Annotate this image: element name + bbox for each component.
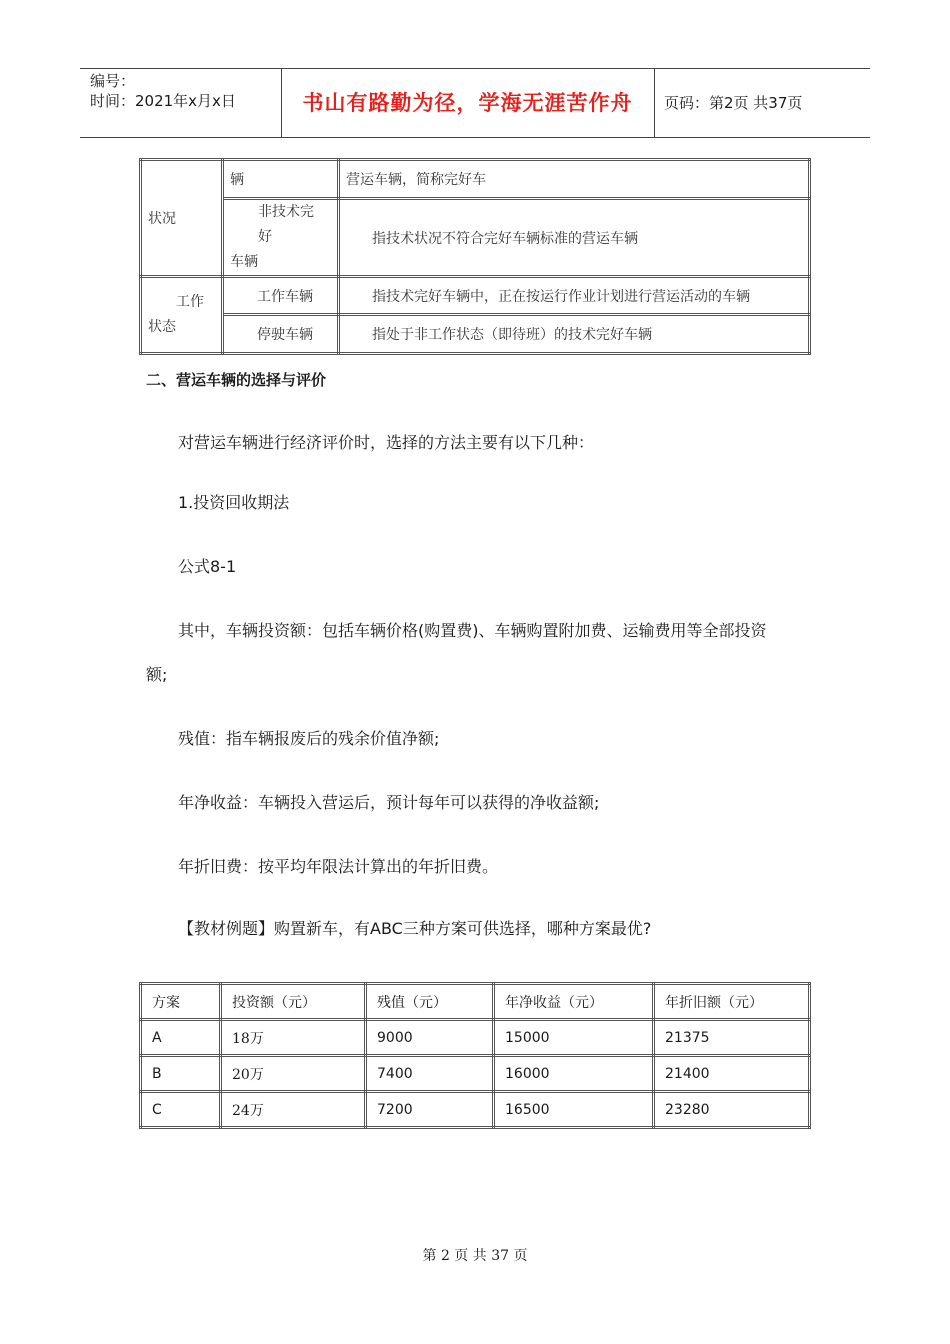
header-page-code: 页码：第2页 共37页 xyxy=(664,94,803,112)
vehicle-status-table xyxy=(139,158,811,355)
plan-comparison-table xyxy=(139,982,811,1129)
group-label-line: 状态 xyxy=(148,319,176,335)
example-paragraph: 【教材例题】购置新车，有ABC三种方案可供选择，哪种方案最优? xyxy=(178,919,652,938)
table-row xyxy=(141,1092,810,1128)
formula-label: 公式8-1 xyxy=(178,557,237,576)
group-label-line: 工作 xyxy=(176,294,204,310)
header-motto: 书山有路勤为径，学海无涯苦作舟 xyxy=(302,91,633,115)
column-header: 年折旧额（元） xyxy=(654,984,810,1020)
table-row xyxy=(141,160,810,199)
table-row xyxy=(141,277,810,315)
row-desc: 指技术完好车辆中，正在按运行作业计划进行营运活动的车辆 xyxy=(339,277,810,315)
row-type: 工作车辆 xyxy=(223,277,339,315)
table-cell: 7200 xyxy=(366,1092,494,1128)
page-header xyxy=(80,68,870,138)
definition-depreciation: 年折旧费：按平均年限法计算出的年折旧费。 xyxy=(178,857,499,876)
column-header: 方案 xyxy=(141,984,221,1020)
definition-income: 年净收益：车辆投入营运后，预计每年可以获得的净收益额; xyxy=(178,793,600,812)
time-label: 时间：2021年x月x日 xyxy=(90,92,236,110)
page-footer: 第 2 页 共 37 页 xyxy=(422,1248,528,1264)
group-label-work-state xyxy=(141,277,223,354)
table-cell: 7400 xyxy=(366,1056,494,1092)
column-header: 年净收益（元） xyxy=(494,984,654,1020)
table-row xyxy=(141,199,810,277)
row-type: 辆 xyxy=(223,160,339,199)
row-type xyxy=(223,199,339,277)
column-header: 残值（元） xyxy=(366,984,494,1020)
table-row xyxy=(141,315,810,354)
definition-invest-cont: 额; xyxy=(146,665,168,684)
table-header-row xyxy=(141,984,810,1020)
header-meta xyxy=(90,71,280,111)
intro-paragraph: 对营运车辆进行经济评价时，选择的方法主要有以下几种： xyxy=(178,433,595,452)
row-desc: 营运车辆，简称完好车 xyxy=(339,160,810,199)
row-desc: 指技术状况不符合完好车辆标准的营运车辆 xyxy=(339,199,810,277)
section-heading: 二、营运车辆的选择与评价 xyxy=(146,371,327,389)
table-cell: 16000 xyxy=(494,1056,654,1092)
definition-residual: 残值：指车辆报废后的残余价值净额; xyxy=(178,729,440,748)
column-header: 投资额（元） xyxy=(221,984,366,1020)
row-type-line: 非技术完好 xyxy=(258,204,314,245)
table-cell: 18万 xyxy=(221,1020,366,1056)
number-label: 编号： xyxy=(90,72,136,90)
table-cell: 16500 xyxy=(494,1092,654,1128)
group-label-status: 状况 xyxy=(141,160,223,277)
table-cell: 15000 xyxy=(494,1020,654,1056)
table-cell: 21400 xyxy=(654,1056,810,1092)
table-cell: C xyxy=(141,1092,221,1128)
definition-invest: 其中，车辆投资额：包括车辆价格(购置费)、车辆购置附加费、运输费用等全部投资 xyxy=(178,621,767,640)
table-cell: 21375 xyxy=(654,1020,810,1056)
row-desc: 指处于非工作状态（即待班）的技术完好车辆 xyxy=(339,315,810,354)
method-title: 1.投资回收期法 xyxy=(178,493,290,512)
table-cell: B xyxy=(141,1056,221,1092)
table-cell: 24万 xyxy=(221,1092,366,1128)
table-cell: 9000 xyxy=(366,1020,494,1056)
table-cell: 20万 xyxy=(221,1056,366,1092)
header-divider xyxy=(654,69,655,137)
table-cell: A xyxy=(141,1020,221,1056)
row-type-line: 车辆 xyxy=(230,254,258,270)
table-row xyxy=(141,1056,810,1092)
table-cell: 23280 xyxy=(654,1092,810,1128)
table-row xyxy=(141,1020,810,1056)
row-type: 停驶车辆 xyxy=(223,315,339,354)
